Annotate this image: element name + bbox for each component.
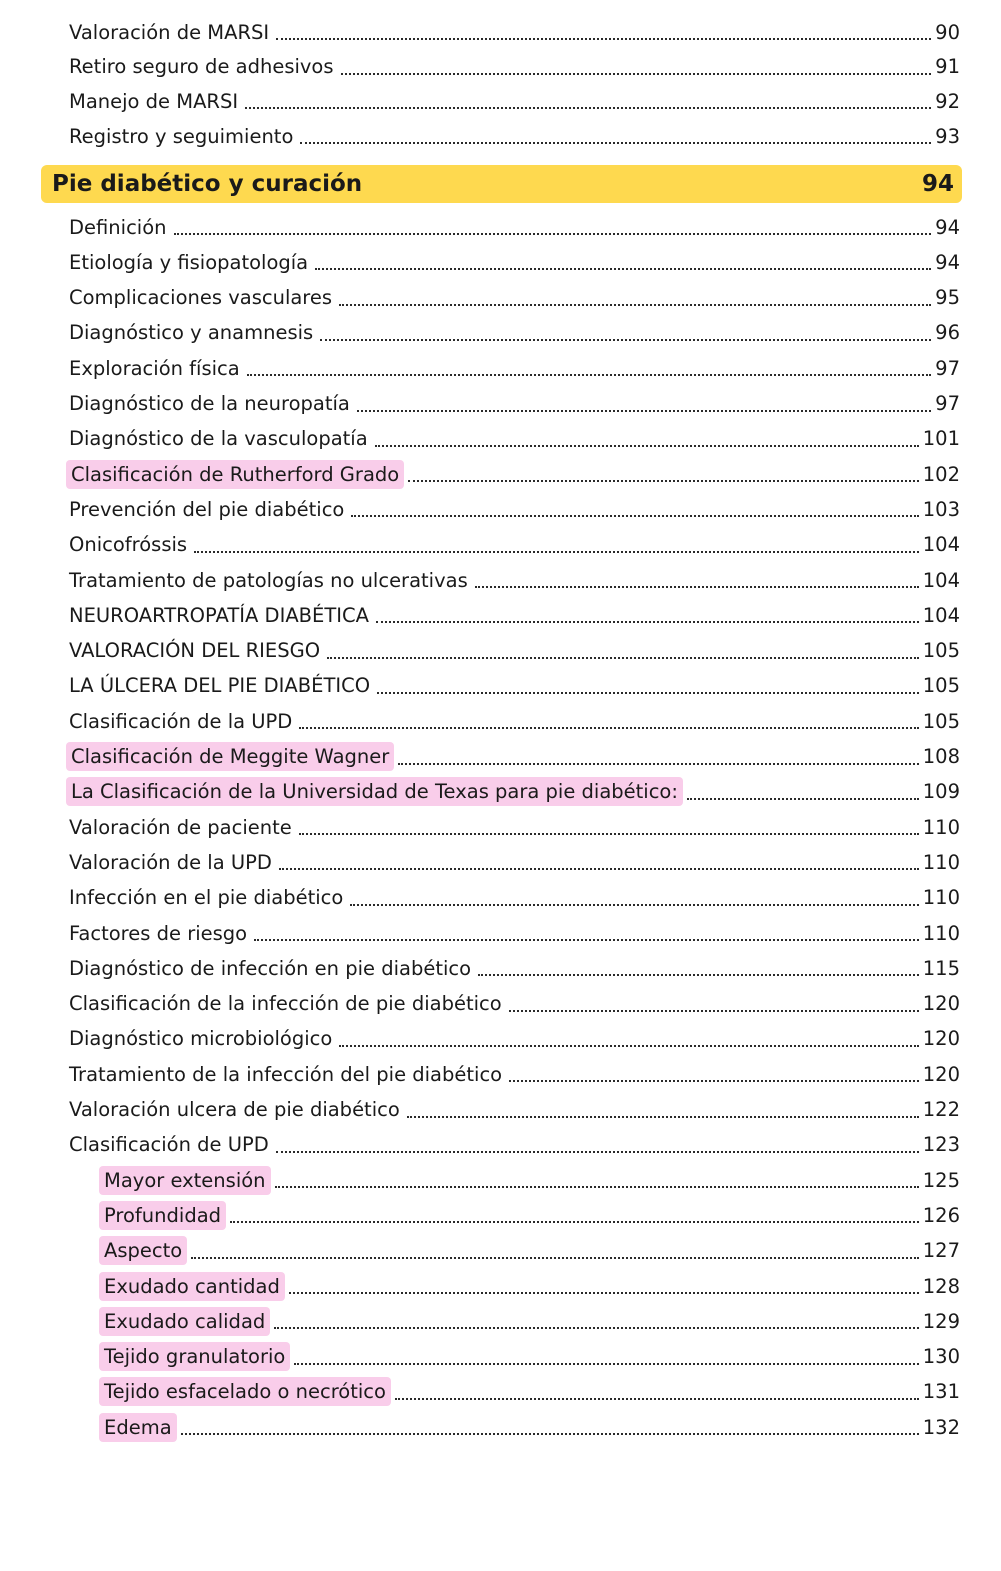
toc-entry[interactable] xyxy=(0,1304,1001,1338)
dot-leader xyxy=(276,38,931,40)
toc-entry-label-wrap xyxy=(66,19,272,46)
toc-entry-page-number: 128 xyxy=(922,1274,960,1298)
toc-entry-label: Diagnóstico microbiológico xyxy=(69,1027,333,1051)
toc-entry-label: Definición xyxy=(69,215,167,239)
dot-leader xyxy=(398,763,918,765)
dot-leader xyxy=(475,586,919,588)
toc-entry-label: Diagnóstico de la vasculopatía xyxy=(69,427,368,451)
toc-entry-page-number: 120 xyxy=(922,992,960,1016)
toc-entry[interactable] xyxy=(0,1128,1001,1162)
dot-leader xyxy=(339,304,931,306)
toc-entry-label-wrap xyxy=(66,214,170,241)
toc-entry[interactable] xyxy=(0,951,1001,985)
dot-leader xyxy=(357,410,931,412)
toc-entry-page-number: 91 xyxy=(935,55,960,79)
dot-leader xyxy=(327,657,919,659)
toc-entry-label-wrap xyxy=(66,53,337,80)
toc-entry-label-wrap xyxy=(66,284,335,311)
toc-entry-label: Etiología y fisiopatología xyxy=(69,250,309,274)
toc-entry-label-wrap xyxy=(66,425,371,452)
toc-entry[interactable] xyxy=(0,457,1001,491)
toc-entry-label-wrap xyxy=(99,1413,177,1442)
toc-entry[interactable] xyxy=(0,1375,1001,1409)
toc-entry-label: Valoración de paciente xyxy=(69,815,292,839)
toc-entry-page-number: 103 xyxy=(922,497,960,521)
toc-entry-page-number: 104 xyxy=(922,568,960,592)
toc-entry-label: Clasificación de Rutherford Grado xyxy=(66,460,404,489)
toc-entry-label: La Clasificación de la Universidad de Texas para pie diabético: xyxy=(66,777,683,806)
toc-entry-page-number: 105 xyxy=(922,709,960,733)
toc-entry[interactable] xyxy=(0,15,1001,49)
dot-leader xyxy=(407,1116,919,1118)
dot-leader xyxy=(376,621,919,623)
toc-entry-page-number: 122 xyxy=(922,1098,960,1121)
toc-entry-page-number: 125 xyxy=(922,1168,960,1192)
toc-entry-page-number: 110 xyxy=(922,921,960,945)
dot-leader xyxy=(375,445,919,447)
toc-entry[interactable] xyxy=(0,598,1001,632)
dot-leader xyxy=(351,515,918,517)
dot-leader xyxy=(174,233,932,235)
dot-leader xyxy=(275,1186,919,1188)
dot-leader xyxy=(276,1151,919,1153)
toc-entry-page-number: 108 xyxy=(922,745,960,768)
toc-entry-page-number: 95 xyxy=(935,286,960,310)
toc-entry-label: Valoración de la UPD xyxy=(69,850,272,874)
toc-entry-page-number: 90 xyxy=(935,20,960,44)
toc-entry-label-wrap xyxy=(66,920,250,947)
toc-entry-label-wrap xyxy=(66,708,295,735)
toc-entry-label-wrap xyxy=(99,1342,290,1371)
toc-entry-label: Exploración física xyxy=(69,356,240,380)
toc-entry-page-number: 127 xyxy=(922,1239,960,1263)
dot-leader xyxy=(247,374,931,376)
toc-entry-label: Diagnóstico y anamnesis xyxy=(69,321,314,345)
toc-entry-page-number: 96 xyxy=(935,321,960,345)
toc-entry-label: Clasificación de Meggite Wagner xyxy=(66,742,394,771)
toc-entry[interactable] xyxy=(0,775,1001,809)
toc-entry-label: Mayor extensión xyxy=(99,1166,271,1195)
dot-leader xyxy=(254,939,919,941)
toc-entry-label-wrap xyxy=(99,1377,391,1406)
toc-entry-label: Edema xyxy=(99,1413,177,1442)
toc-entry[interactable] xyxy=(0,50,1001,84)
toc-entry-label-wrap xyxy=(66,1025,335,1052)
toc-entry-page-number: 93 xyxy=(935,124,960,148)
dot-leader xyxy=(191,1257,919,1259)
toc-entry[interactable] xyxy=(0,528,1001,562)
toc-entry-label: Diagnóstico de infección en pie diabético xyxy=(69,956,472,980)
dot-leader xyxy=(395,1398,919,1400)
toc-entry-label: Onicofróssis xyxy=(69,533,188,557)
dot-leader xyxy=(274,1327,919,1329)
section-page-number: 94 xyxy=(921,171,954,197)
toc-entry[interactable] xyxy=(0,1022,1001,1056)
toc-entry-label-wrap xyxy=(66,777,683,806)
toc-entry-label: Exudado calidad xyxy=(99,1307,270,1336)
toc-entry-label: Tejido esfacelado o necrótico xyxy=(99,1377,391,1406)
toc-entry-label: Retiro seguro de adhesivos xyxy=(69,55,334,79)
toc-entry-page-number: 92 xyxy=(935,89,960,113)
toc-entry[interactable] xyxy=(0,351,1001,385)
dot-leader xyxy=(294,1363,918,1365)
toc-entry[interactable] xyxy=(0,987,1001,1021)
toc-entry[interactable] xyxy=(0,1340,1001,1374)
toc-entry-label: Factores de riesgo xyxy=(69,921,248,945)
dot-leader xyxy=(299,727,918,729)
dot-leader xyxy=(230,1221,919,1223)
toc-entry-label: Profundidad xyxy=(99,1201,226,1230)
toc-entry[interactable] xyxy=(0,563,1001,597)
toc-entry[interactable] xyxy=(0,119,1001,153)
toc-entry-page-number: 105 xyxy=(922,639,960,663)
dot-leader xyxy=(194,551,919,553)
dot-leader xyxy=(350,904,918,906)
toc-entry-label-wrap xyxy=(66,531,190,558)
toc-entry-label: Clasificación de la UPD xyxy=(69,709,293,733)
toc-entry-label: Prevención del pie diabético xyxy=(69,497,345,521)
toc-entry-label: LA ÚLCERA DEL PIE DIABÉTICO xyxy=(69,674,371,698)
toc-entry-label-wrap xyxy=(66,460,404,489)
toc-entry[interactable] xyxy=(0,669,1001,703)
toc-entry-label: Infección en el pie diabético xyxy=(69,886,344,910)
toc-entry-label-wrap xyxy=(66,249,311,276)
dot-leader xyxy=(320,339,931,341)
toc-entry-label-wrap xyxy=(66,88,241,115)
dot-leader xyxy=(509,1080,919,1082)
toc-entry[interactable] xyxy=(0,1410,1001,1444)
toc-entry[interactable] xyxy=(0,422,1001,456)
toc-entry-label: Valoración de MARSI xyxy=(69,20,270,44)
toc-entry[interactable] xyxy=(0,387,1001,421)
dot-leader xyxy=(687,798,919,800)
toc-entry-page-number: 129 xyxy=(922,1309,960,1333)
toc-entry[interactable] xyxy=(0,1163,1001,1197)
toc-entry[interactable] xyxy=(0,916,1001,950)
toc-entry[interactable] xyxy=(0,84,1001,118)
toc-entry-label-wrap xyxy=(66,672,373,699)
toc-entry-label-wrap xyxy=(66,637,323,664)
toc-entry-label-wrap xyxy=(66,849,275,876)
dot-leader xyxy=(408,480,919,482)
toc-entry-page-number: 132 xyxy=(922,1415,960,1439)
toc-entry-label-wrap xyxy=(66,123,296,150)
toc-entry-label: Tratamiento de la infección del pie diabético xyxy=(69,1062,503,1086)
toc-entry-page-number: 97 xyxy=(935,356,960,380)
toc-entry-label-wrap xyxy=(66,814,295,841)
toc-entry-label-wrap xyxy=(66,1061,505,1088)
toc-entry-label: NEUROARTROPATÍA DIABÉTICA xyxy=(69,603,369,627)
toc-entry-page-number: 109 xyxy=(922,780,960,804)
toc-entry-label-wrap xyxy=(66,355,243,382)
toc-entry[interactable] xyxy=(0,881,1001,915)
dot-leader xyxy=(377,692,919,694)
toc-entry-label-wrap xyxy=(66,319,316,346)
dot-leader xyxy=(478,974,919,976)
toc-entry-label-wrap xyxy=(66,955,474,982)
dot-leader xyxy=(181,1433,919,1435)
toc-entry-page-number: 110 xyxy=(922,850,960,874)
toc-entry-page-number: 126 xyxy=(922,1203,960,1227)
toc-entry[interactable] xyxy=(0,492,1001,526)
toc-entry-page-number: 97 xyxy=(935,392,960,415)
dot-leader xyxy=(279,868,919,870)
toc-entry-label: Clasificación de la infección de pie diabético xyxy=(69,992,502,1016)
toc-entry-label: Tratamiento de patologías no ulcerativas xyxy=(69,568,468,592)
toc-entry[interactable] xyxy=(0,1198,1001,1232)
toc-entry-label-wrap xyxy=(66,567,471,594)
toc-entry-page-number: 105 xyxy=(922,674,960,698)
toc-entry-page-number: 131 xyxy=(922,1380,960,1404)
toc-entry-page-number: 120 xyxy=(922,1062,960,1086)
toc-entry-page-number: 101 xyxy=(922,427,960,451)
dot-leader xyxy=(339,1045,918,1047)
toc-entry-label-wrap xyxy=(99,1166,271,1195)
section-header[interactable] xyxy=(41,165,962,203)
toc-entry[interactable] xyxy=(0,1093,1001,1127)
toc-entry-label-wrap xyxy=(66,1096,403,1123)
dot-leader xyxy=(300,142,931,144)
toc-entry-label-wrap xyxy=(66,1131,272,1158)
toc-entry-page-number: 104 xyxy=(922,533,960,557)
toc-entry-page-number: 94 xyxy=(935,250,960,274)
toc-entry-label: Diagnóstico de la neuropatía xyxy=(69,392,350,415)
toc-entry-page-number: 123 xyxy=(922,1133,960,1157)
toc-entry-page-number: 110 xyxy=(922,886,960,910)
toc-entry-label: Clasificación de UPD xyxy=(69,1133,269,1157)
toc-entry[interactable] xyxy=(0,1057,1001,1091)
toc-entry-label-wrap xyxy=(99,1201,226,1230)
toc-entry-label: Registro y seguimiento xyxy=(69,124,294,148)
dot-leader xyxy=(299,833,919,835)
toc-entry-page-number: 120 xyxy=(922,1027,960,1051)
toc-entry[interactable] xyxy=(0,1269,1001,1303)
toc-entry-label-wrap xyxy=(66,496,347,523)
toc-entry-label: Valoración ulcera de pie diabético xyxy=(69,1098,400,1121)
dot-leader xyxy=(341,73,932,75)
toc-entry-label: Complicaciones vasculares xyxy=(69,286,333,310)
toc-entry-label-wrap xyxy=(99,1272,285,1301)
toc-entry-label-wrap xyxy=(66,390,353,417)
toc-entry[interactable] xyxy=(0,1234,1001,1268)
dot-leader xyxy=(315,268,931,270)
toc-entry-page-number: 115 xyxy=(922,956,960,980)
toc-entry-page-number: 104 xyxy=(922,603,960,627)
toc-entry-label-wrap xyxy=(66,742,394,771)
toc-entry[interactable] xyxy=(0,281,1001,315)
section-title: Pie diabético y curación xyxy=(52,171,363,197)
toc-entry-label-wrap xyxy=(99,1307,270,1336)
dot-leader xyxy=(509,1010,919,1012)
toc-entry-page-number: 102 xyxy=(922,462,960,486)
toc-entry-label-wrap xyxy=(99,1236,187,1265)
toc-entry-label: Tejido granulatorio xyxy=(99,1342,290,1371)
toc-entry-label: VALORACIÓN DEL RIESGO xyxy=(69,639,321,663)
toc-entry-label-wrap xyxy=(66,884,346,911)
toc-entry[interactable] xyxy=(0,245,1001,279)
toc-entry-label-wrap xyxy=(66,602,372,629)
toc-entry-page-number: 94 xyxy=(935,215,960,239)
toc-entry[interactable] xyxy=(0,740,1001,774)
toc-entry-label: Exudado cantidad xyxy=(99,1272,285,1301)
toc-entry-label: Aspecto xyxy=(99,1236,187,1265)
toc-entry-label-wrap xyxy=(66,990,505,1017)
toc-entry-page-number: 130 xyxy=(922,1345,960,1369)
dot-leader xyxy=(289,1292,919,1294)
toc-entry-label: Manejo de MARSI xyxy=(69,89,239,113)
toc-entry[interactable] xyxy=(0,704,1001,738)
toc-entry[interactable] xyxy=(0,316,1001,350)
toc-entry-page-number: 110 xyxy=(922,815,960,839)
toc-entry[interactable] xyxy=(0,210,1001,244)
toc-entry[interactable] xyxy=(0,634,1001,668)
dot-leader xyxy=(245,107,931,109)
toc-entry[interactable] xyxy=(0,845,1001,879)
toc-entry[interactable] xyxy=(0,810,1001,844)
